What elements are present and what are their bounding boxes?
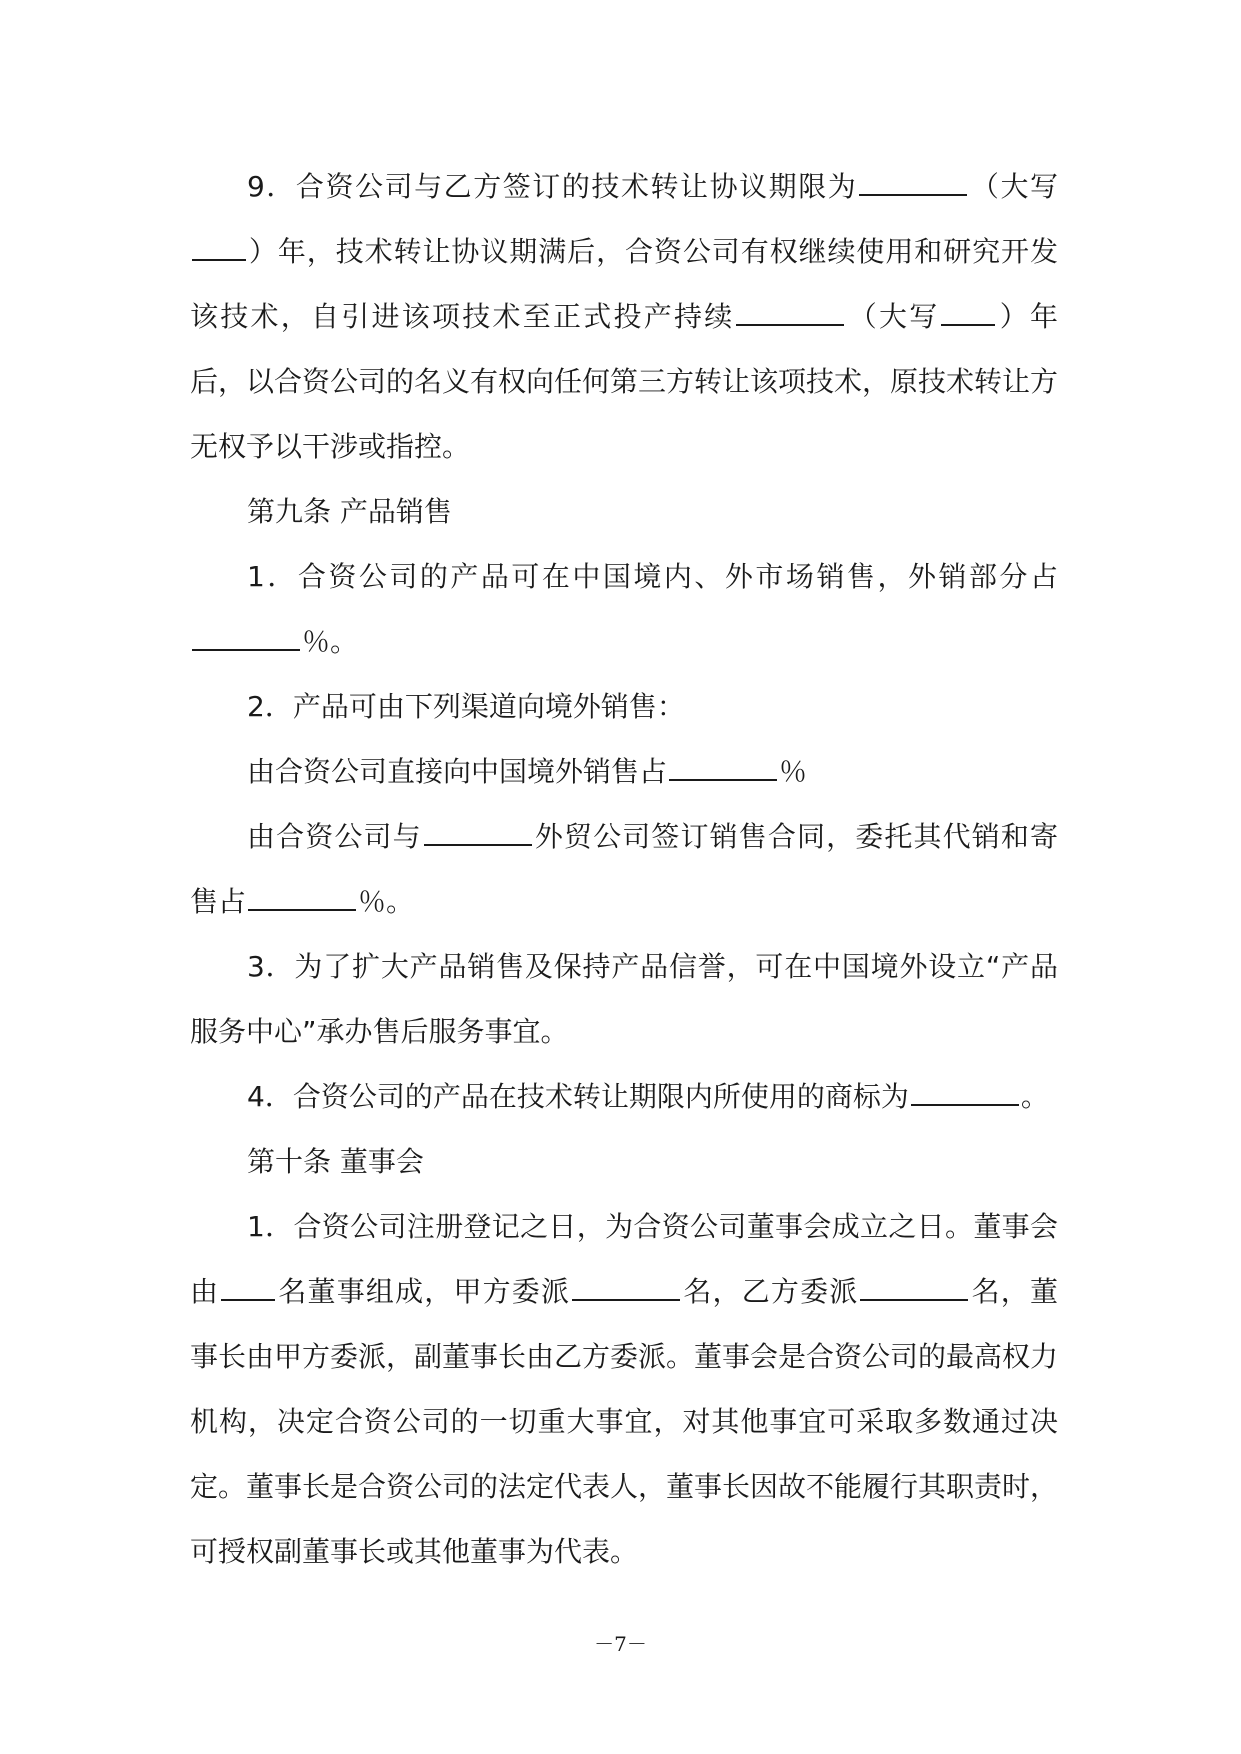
clause-text: 1．合资公司注册登记之日，为合资公司董事会成立之日。董事会由 <box>190 1210 1058 1308</box>
clause-text: 9．合资公司与乙方签订的技术转让协议期限为 <box>247 170 858 203</box>
blank-field <box>859 168 967 196</box>
article-9-heading: 第九条 产品销售 <box>247 495 452 528</box>
clause-text: （大写 <box>846 300 940 333</box>
article-10-heading: 第十条 董事会 <box>247 1145 424 1178</box>
sales-clause-3: 3．为了扩大产品销售及保持产品信誉，可在中国境外设立“产品服务中心”承办售后服务事宜。 <box>190 950 1058 1048</box>
clause-text: 由合资公司与 <box>247 820 422 853</box>
clause-text: 名，董事长由甲方委派，副董事长由乙方委派。董事会是合资公司的最高权力机构，决定合资公司的一切重大事宜，对其他事宜可采取多数通过决定。董事长是合资公司的法定代表人，董事长因故不能履行其职责时，可授权副董事长或其他董事为代表。 <box>190 1275 1059 1568</box>
clause-9-technology-term <box>190 154 1058 479</box>
sales-clause-2: 2．产品可由下列渠道向境外销售： <box>247 690 685 723</box>
clause-text: 。 <box>1020 1080 1049 1113</box>
clause-text: ％。 <box>358 885 415 918</box>
clause-text: ％ <box>779 755 808 788</box>
clause-text: 4．合资公司的产品在技术转让期限内所使用的商标为 <box>247 1080 909 1113</box>
clause-text: ％。 <box>302 625 359 658</box>
clause-text: 外贸公司签订销售合同，委托其代销和寄售占 <box>190 820 1058 918</box>
blank-field <box>221 1273 275 1301</box>
blank-field <box>941 298 995 326</box>
page-number: －7－ <box>594 1632 647 1656</box>
blank-field <box>669 753 777 781</box>
blank-field <box>736 298 844 326</box>
blank-field <box>860 1273 968 1301</box>
blank-field <box>248 883 356 911</box>
sales-clause-1 <box>190 544 1058 674</box>
blank-field <box>192 623 300 651</box>
clause-text: （大写 <box>969 170 1058 203</box>
document-body <box>190 154 1058 1584</box>
blank-field <box>911 1078 1019 1106</box>
blank-field <box>572 1273 680 1301</box>
clause-text: 由合资公司直接向中国境外销售占 <box>247 755 668 788</box>
clause-text: 名董事组成，甲方委派 <box>277 1275 571 1308</box>
sales-channel-direct <box>190 739 1058 804</box>
blank-field <box>424 818 532 846</box>
sales-channel-agent <box>190 804 1058 934</box>
board-clause-1 <box>190 1194 1058 1584</box>
clause-text: ）年，技术转让协议期满后，合资公司有权继续使用和研究开发该技术，自引进该项技术至正式投产持续 <box>190 235 1058 333</box>
sales-clause-4 <box>190 1064 1058 1129</box>
clause-text: ）年后，以合资公司的名义有权向任何第三方转让该项技术，原技术转让方无权予以干涉或指控。 <box>190 300 1059 463</box>
clause-text: 名，乙方委派 <box>682 1275 859 1308</box>
clause-text: 1．合资公司的产品可在中国境内、外市场销售，外销部分占 <box>247 560 1058 593</box>
blank-field <box>192 233 246 261</box>
